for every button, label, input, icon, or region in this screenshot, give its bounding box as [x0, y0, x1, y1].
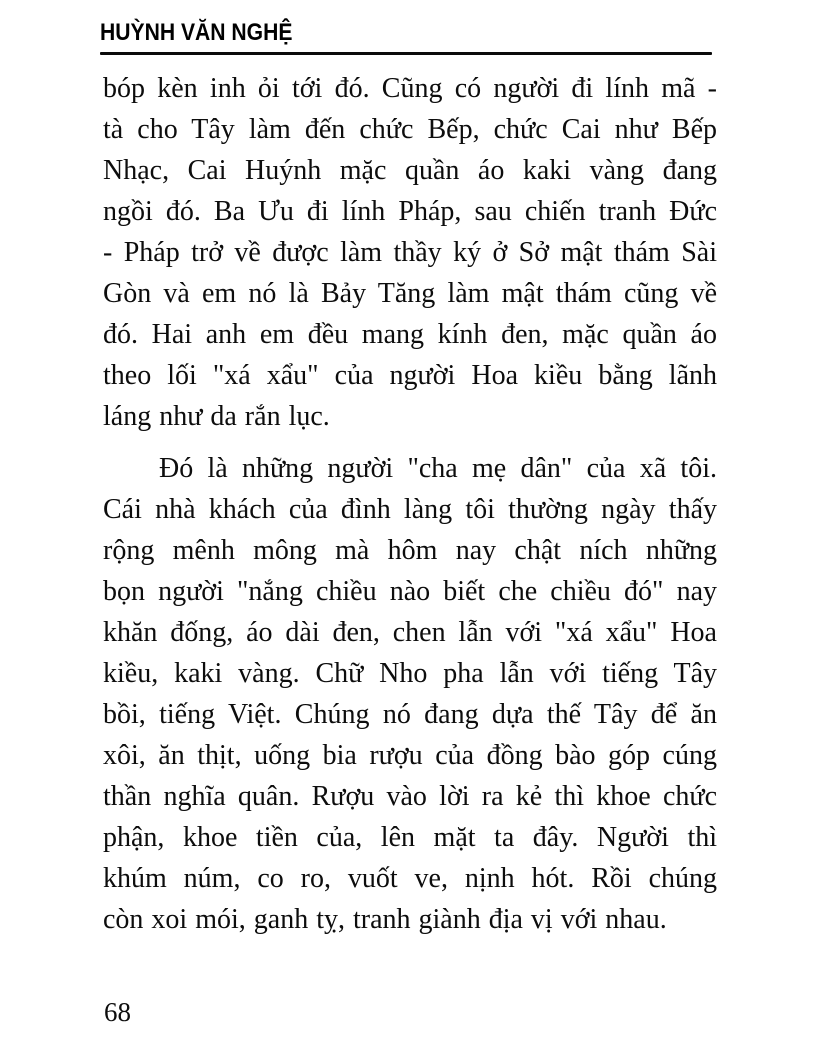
text-line: Gòn và em nó là Bảy Tăng làm mật thám cũng về — [103, 278, 717, 309]
text-line: tà cho Tây làm đến chức Bếp, chức Cai như Bếp — [103, 114, 717, 145]
text-line: theo lối "xá xẩu" của người Hoa kiều bằng lãnh — [103, 360, 717, 391]
paragraph — [103, 448, 717, 940]
text-line: ngồi đó. Ba Ưu đi lính Pháp, sau chiến tranh Đức — [103, 196, 717, 227]
text-line: láng như da rắn lục. — [103, 401, 330, 432]
text-line: khăn đống, áo dài đen, chen lẫn với "xá xẩu" Hoa — [103, 617, 717, 648]
text-line: kiều, kaki vàng. Chữ Nho pha lẫn với tiếng Tây — [103, 658, 717, 689]
text-line: bóp kèn inh ỏi tới đó. Cũng có người đi lính mã - — [103, 73, 717, 104]
header-rule — [100, 52, 712, 55]
paragraph — [103, 68, 717, 437]
running-header — [100, 19, 712, 47]
text-line: xôi, ăn thịt, uống bia rượu của đồng bào góp cúng — [103, 740, 717, 771]
page-body — [103, 68, 717, 940]
running-header-author: HUỲNH VĂN NGHỆ — [100, 19, 293, 46]
text-line: thần nghĩa quân. Rượu vào lời ra kẻ thì khoe chức — [103, 781, 717, 812]
text-line: khúm núm, co ro, vuốt ve, nịnh hót. Rồi chúng — [103, 863, 717, 894]
page-number: 68 — [104, 997, 131, 1027]
text-line: phận, khoe tiền của, lên mặt ta đây. Người thì — [103, 822, 717, 853]
text-line: Nhạc, Cai Huýnh mặc quần áo kaki vàng đang — [103, 155, 717, 186]
text-line: rộng mênh mông mà hôm nay chật ních những — [103, 535, 717, 566]
text-line: đó. Hai anh em đều mang kính đen, mặc quần áo — [103, 319, 717, 350]
text-line: còn xoi mói, ganh tỵ, tranh giành địa vị với nhau. — [103, 904, 667, 935]
text-line: bồi, tiếng Việt. Chúng nó đang dựa thế Tây để ăn — [103, 699, 717, 730]
text-line: Đó là những người "cha mẹ dân" của xã tôi. — [159, 453, 717, 484]
text-line: - Pháp trở về được làm thầy ký ở Sở mật thám Sài — [103, 237, 717, 268]
text-line: bọn người "nắng chiều nào biết che chiều đó" nay — [103, 576, 717, 607]
text-line: Cái nhà khách của đình làng tôi thường ngày thấy — [103, 494, 717, 525]
